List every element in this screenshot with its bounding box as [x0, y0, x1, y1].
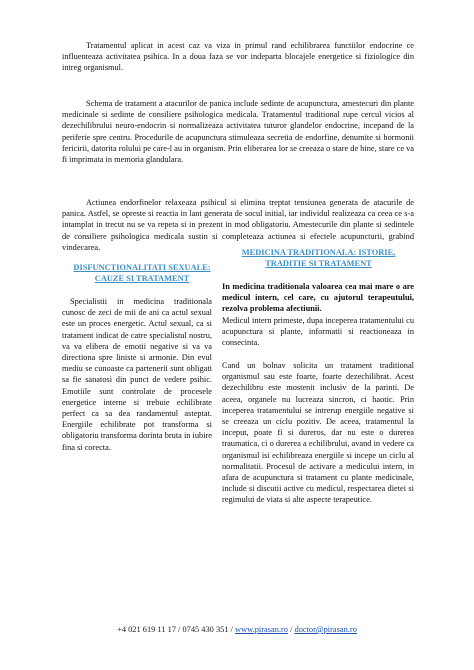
right-lead-rest: Medicul intern primeste, dupa inceperea tratamentului cu acupunctura si plante, informatii si reactioneaza in consecinta.: [222, 315, 414, 348]
left-title-line-1: DISFUNCTIONALITATI SEXUALE:: [73, 263, 211, 272]
footer-phones: +4 021 619 11 17 / 0745 430 351 /: [117, 625, 233, 634]
right-section-body: Cand un bolnav solicita un tratament traditional organismul sau este foarte, foarte dezechilibrat. Acest dezechilibru este mostenit inclusiv de la parinti. De aceea, organele nu lucreaza sincron, ci haotic. Prin inceperea tratamentului se intrerup energiile negative si se creeaza un ciclu pozitiv. De aceea, tratamentul la inceput, poate fi si dureros, dar nu este o durerea traumatica, ci o durerea a echilibrului, avand in vedere ca organismul isi echilibreaza energiile si incepe un ciclu al normalitatii. Procesul de activare a medicului intern, in afara de acupunctura si tratament cu plante medicinale, include si discutii active cu medicul, respectarea dietei si regimului de viata si alte aspecte terapeutice.: [222, 361, 414, 505]
footer-contact: [0, 625, 474, 634]
left-section-title: [62, 262, 222, 284]
right-section-title: [222, 247, 415, 269]
email-link[interactable]: doctor@pirasan.ro: [294, 625, 357, 634]
right-title-line-2: TRADITIE SI TRATAMENT: [265, 259, 372, 269]
footer-separator: /: [290, 625, 293, 634]
left-section-body: Specialistii in medicina traditionala cunosc de zeci de mii de ani ca actul sexual este un proces energetic. Actul sexual, ca si tratament indicat de catre specialistul nostru, va va elibera de emotii negative si va va directiona spre liniste si armonie. Din evul mediu se cunoaste ca partenerii sunt obligati sa fie sanatosi din punct de vedere psihic. Emotiile sunt controlate de procesele energetice interne si trebuie echilibrate perfect ca sa dea randamentul asteptat. Energiile echilibrate pot transforma si obligatoriu transforma dorinta bruta in iubire fina si corecta.: [62, 297, 212, 452]
intro-paragraph-1: Tratamentul aplicat in acest caz va viza in primul rand echilibrarea functiilor endocrine ce influenteaza activitatea psihica. In a doua faza se vor indeparta blocajele energetice si fiziologice din intreg organismul.: [62, 41, 414, 73]
right-section-lead: [222, 281, 414, 348]
website-link[interactable]: www.pirasan.ro: [235, 625, 288, 634]
right-lead-bold: In medicina traditionala valoarea cea mai mare o are medicul intern, cel care, cu ajutorul terapeutului, rezolva problema afectiunii.: [222, 282, 414, 314]
intro-paragraph-3: Actiunea endorfinelor relaxeaza psihicul si elimina treptat tensiunea generata de atacurile de panica. Astfel, se opreste si reactia in lant generata de socul initial, iar individul realizeaza ca ceea ce s-a intamplat in trecut nu se va repeta si in prezent in mod obligatoriu. Amestecurile din plante si sedintele de consiliere psihologica medicala sustin si completeaza actiunea si efectele acupuncturii, grabind vindecarea.: [62, 198, 414, 252]
right-title-line-1: MEDICINA TRADITIONALA: ISTORIE,: [241, 248, 396, 257]
intro-paragraph-2: Schema de tratament a atacurilor de panica include sedinte de acupunctura, amestecuri din plante medicinale si sedinte de consiliere psihologica medicala. Tratamentul traditional rupe cercul vicios al dezechilibrului neuro-endocrin si normalizeaza activitatea tuturor glandelor endocrine, incepand de la periferie spre centru. Procedurile de acupunctura stimuleaza secretia de endorfine, denumite si hormonii fericirii, datorita rolului pe care-l au in organism. Prin eliberarea lor se creeaza o stare de bine, stare ce va fi imprimata in memoria glandulara.: [62, 99, 414, 165]
left-title-line-2: CAUZE SI TRATAMENT: [94, 274, 190, 284]
